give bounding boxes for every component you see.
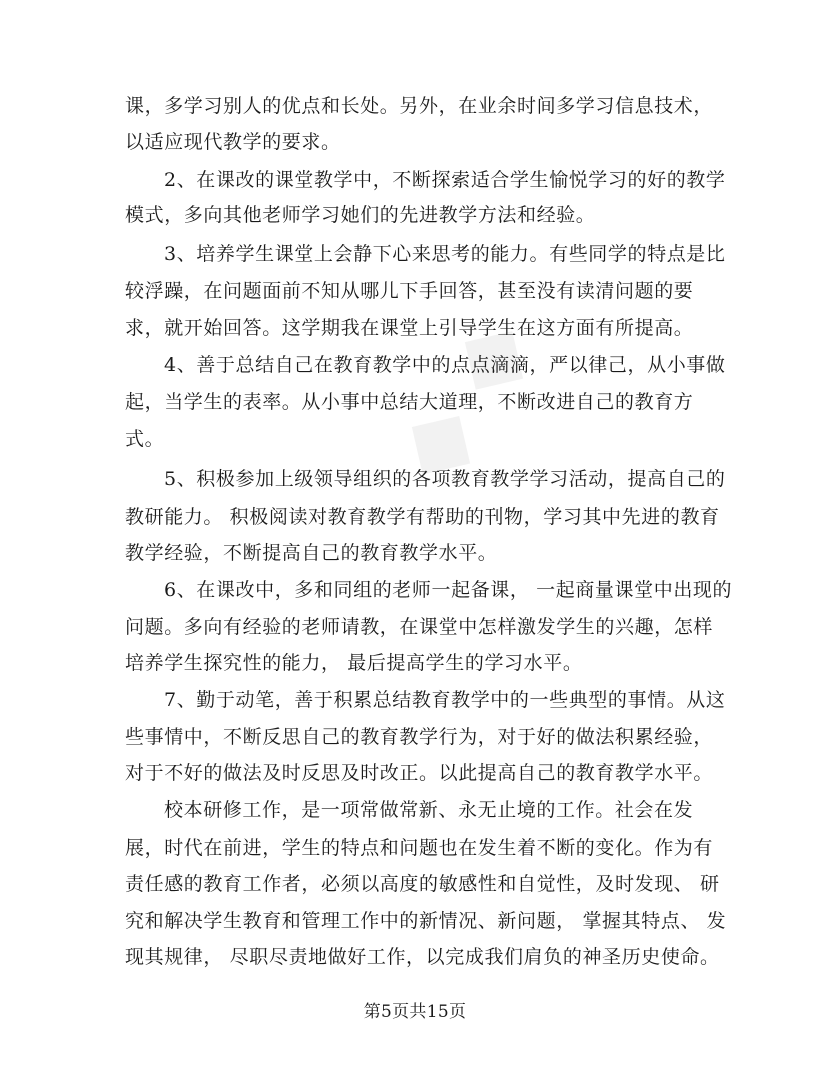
text-line-16: 培养学生探究性的能力， 最后提高学生的学习水平。 (125, 652, 583, 674)
text-line-4: 模式，多向其他老师学习她们的先进教学方法和经验。 (125, 204, 596, 226)
text-line-2: 以适应现代教学的要求。 (125, 131, 341, 153)
text-line-3: 2、在课改的课堂教学中，不断探索适合学生愉悦学习的好的教学 (164, 169, 726, 191)
page-number: 第5页共15页 (363, 1002, 467, 1022)
text-line-20: 校本研修工作，是一项常做常新、永无止境的工作。社会在发 (164, 799, 694, 821)
text-line-15: 问题。多向有经验的老师请教，在课堂中怎样激发学生的兴趣，怎样 (125, 616, 714, 638)
text-line-14: 6、在课改中，多和同组的老师一起备课， 一起商量课堂中出现的 (164, 579, 733, 601)
watermark-logo: ◆ ◆ (387, 291, 555, 503)
text-line-19: 对于不好的做法及时反思及时改正。以此提高自己的教育教学水平。 (125, 762, 714, 784)
text-line-22: 责任感的教育工作者，必须以高度的敏感性和自觉性，及时发现、 研 (125, 873, 720, 895)
text-line-13: 教学经验，不断提高自己的教育教学水平。 (125, 542, 498, 564)
text-line-18: 些事情中，不断反思自己的教育教学行为，对于好的做法积累经验， (125, 726, 714, 748)
text-line-9: 起，当学生的表率。从小事中总结大道理，不断改进自己的教育方 (125, 391, 694, 413)
text-line-10: 式。 (125, 428, 165, 450)
text-line-12: 教研能力。 积极阅读对教育教学有帮助的刊物，学习其中先进的教育 (125, 506, 720, 528)
text-line-23: 究和解决学生教育和管理工作中的新情况、新问题， 掌握其特点、 发 (125, 910, 727, 932)
text-line-8: 4、善于总结自己在教育教学中的点点滴滴，严以律己，从小事做 (164, 354, 726, 376)
text-line-6: 较浮躁，在问题面前不知从哪儿下手回答，甚至没有读清问题的要 (125, 280, 694, 302)
text-line-5: 3、培养学生课堂上会静下心来思考的能力。有些同学的特点是比 (164, 243, 726, 265)
text-line-17: 7、勤于动笔，善于积累总结教育教学中的一些典型的事情。从这 (164, 689, 726, 711)
text-line-24: 现其规律， 尽职尽责地做好工作，以完成我们肩负的神圣历史使命。 (125, 946, 720, 968)
text-line-7: 求，就开始回答。这学期我在课堂上引导学生在这方面有所提高。 (125, 317, 694, 339)
text-line-11: 5、积极参加上级领导组织的各项教育教学学习活动，提高自己的 (164, 468, 726, 490)
text-line-1: 课，多学习别人的优点和长处。另外，在业余时间多学习信息技术， (125, 95, 714, 117)
text-line-21: 展，时代在前进，学生的特点和问题也在发生着不断的变化。作为有 (125, 837, 714, 859)
